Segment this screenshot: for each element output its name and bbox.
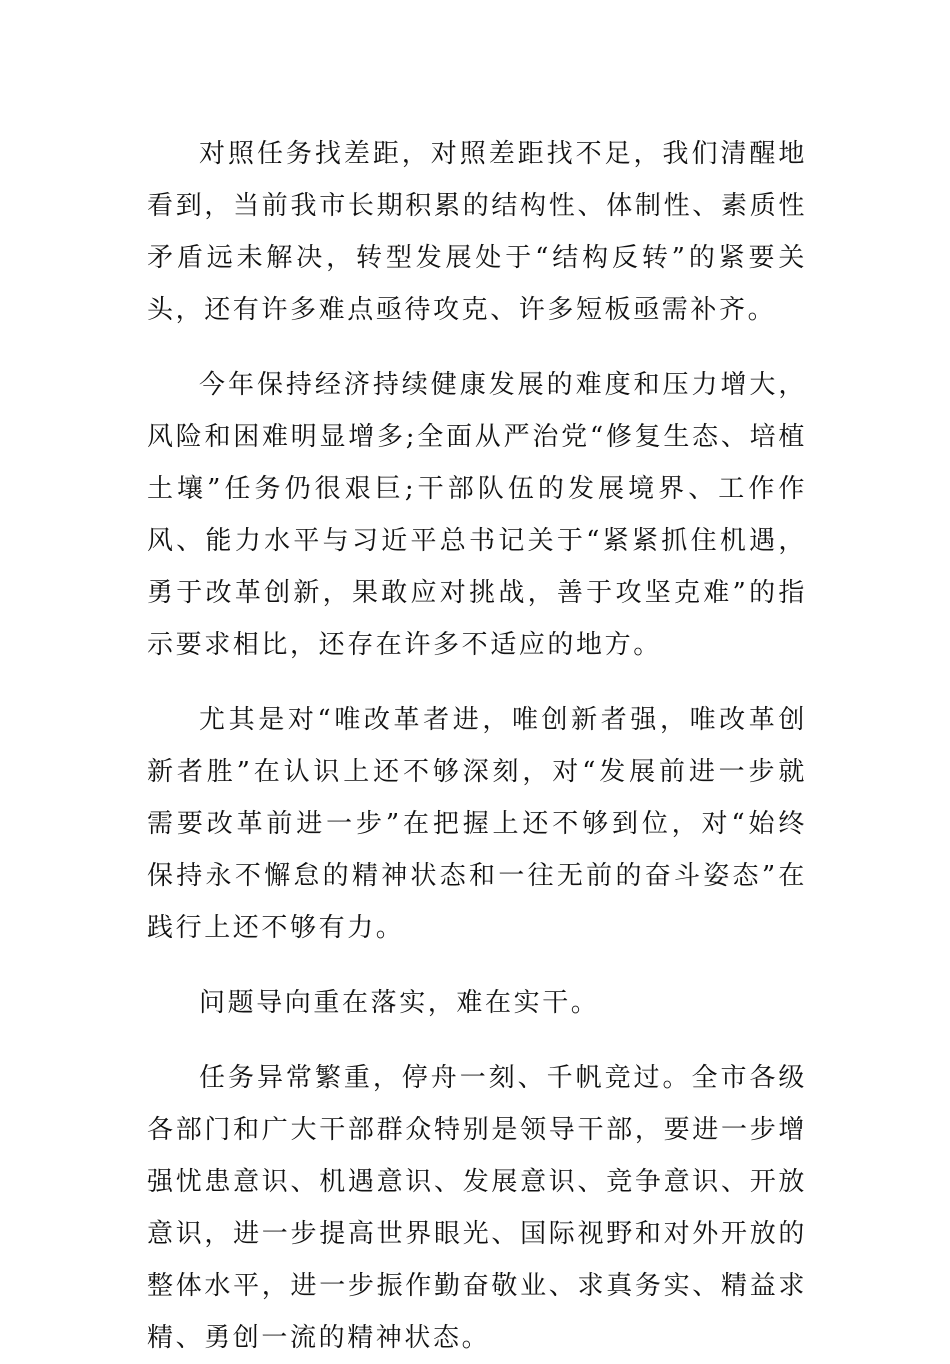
paragraph-2: 今年保持经济持续健康发展的难度和压力增大，风险和困难明显增多;全面从严治党“修复生态、培植土壤”任务仍很艰巨;干部队伍的发展境界、工作作风、能力水平与习近平总书记关于“紧紧抓住机遇，勇于改革创新，果敢应对挑战，善于攻坚克难”的指示要求相比，还存在许多不适应的地方。 [147, 370, 807, 660]
document-body [147, 128, 807, 1364]
paragraph-5: 任务异常繁重，停舟一刻、千帆竞过。全市各级各部门和广大干部群众特别是领导干部，要进一步增强忧患意识、机遇意识、发展意识、竞争意识、开放意识，进一步提高世界眼光、国际视野和对外开放的整体水平，进一步振作勤奋敬业、求真务实、精益求精、勇创一流的精神状态。 [147, 1063, 807, 1353]
paragraph-4: 问题导向重在落实，难在实干。 [199, 988, 600, 1018]
paragraph-3: 尤其是对“唯改革者进，唯创新者强，唯改革创新者胜”在认识上还不够深刻，对“发展前进一步就需要改革前进一步”在把握上还不够到位，对“始终保持永不懈怠的精神状态和一往无前的奋斗姿态”在践行上还不够有力。 [147, 705, 807, 943]
paragraph-1: 对照任务找差距，对照差距找不足，我们清醒地看到，当前我市长期积累的结构性、体制性、素质性矛盾远未解决，转型发展处于“结构反转”的紧要关头，还有许多难点亟待攻克、许多短板亟需补齐。 [147, 139, 807, 325]
